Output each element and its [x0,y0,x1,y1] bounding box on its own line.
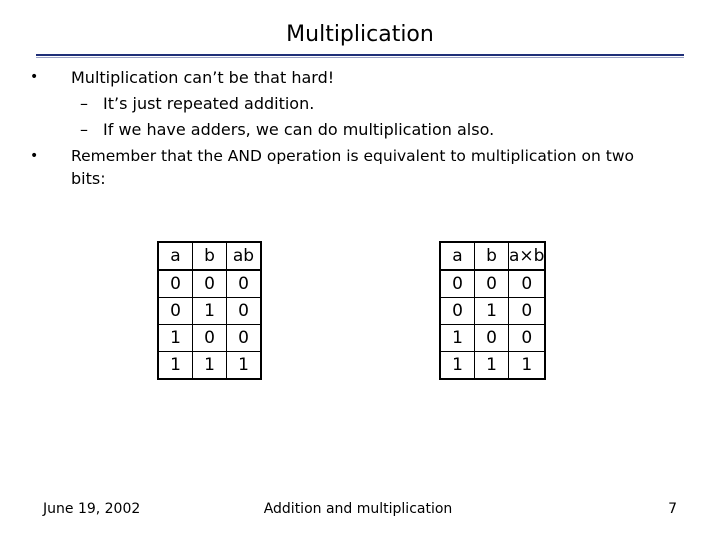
table-cell: 0 [227,270,262,298]
table-cell: 0 [509,298,546,325]
table-cell: 0 [440,298,475,325]
table-row [158,352,261,380]
table-row [440,352,545,380]
table-cell: 0 [158,298,193,325]
table-cell: 0 [193,270,227,298]
table-row [440,298,545,325]
table-cell: 1 [193,298,227,325]
sub-bullet-text: It’s just repeated addition. [103,94,315,113]
truth-table-and [157,241,262,380]
table-cell: 1 [509,352,546,380]
table-header-cell: b [193,242,227,270]
table-row [158,325,261,352]
table-cell: 0 [227,325,262,352]
table-header-cell: ab [227,242,262,270]
table-row [440,325,545,352]
table-cell: 0 [227,298,262,325]
table-row [440,270,545,298]
table-cell: 0 [475,270,509,298]
bullet-dot: • [30,148,39,164]
table-header-row [158,242,261,270]
table-header-cell: a [440,242,475,270]
footer-date: June 19, 2002 [43,501,141,517]
table-header-cell: a [158,242,193,270]
title-divider-shadow [36,57,684,58]
bullet-dot: • [30,69,39,85]
slide-title: Multiplication [286,22,434,47]
bullet-text-continued: bits: [71,169,106,188]
table-header-row [440,242,545,270]
sub-bullet-dash: – [80,120,88,139]
table-cell: 0 [509,270,546,298]
table-cell: 0 [193,325,227,352]
bullet-text: Remember that the AND operation is equivalent to multiplication on two [71,147,635,165]
table-cell: 1 [158,325,193,352]
sub-bullet-text: If we have adders, we can do multiplication also. [103,120,495,139]
table-cell: 1 [475,352,509,380]
table-cell: 1 [440,325,475,352]
page-number: 7 [668,501,677,517]
table-cell: 1 [475,298,509,325]
table-header-cell: b [475,242,509,270]
footer-title: Addition and multiplication [263,501,453,517]
table-cell: 0 [440,270,475,298]
truth-table-multiply [439,241,546,380]
table-row [158,298,261,325]
table-cell: 1 [193,352,227,380]
table-cell: 1 [158,352,193,380]
bullet-text: Multiplication can’t be that hard! [71,68,335,87]
table-cell: 1 [227,352,262,380]
table-header-cell: a×b [509,242,546,270]
table-cell: 1 [440,352,475,380]
table-cell: 0 [475,325,509,352]
table-cell: 0 [509,325,546,352]
table-row [158,270,261,298]
table-cell: 0 [158,270,193,298]
sub-bullet-dash: – [80,94,88,113]
title-divider [36,54,684,56]
